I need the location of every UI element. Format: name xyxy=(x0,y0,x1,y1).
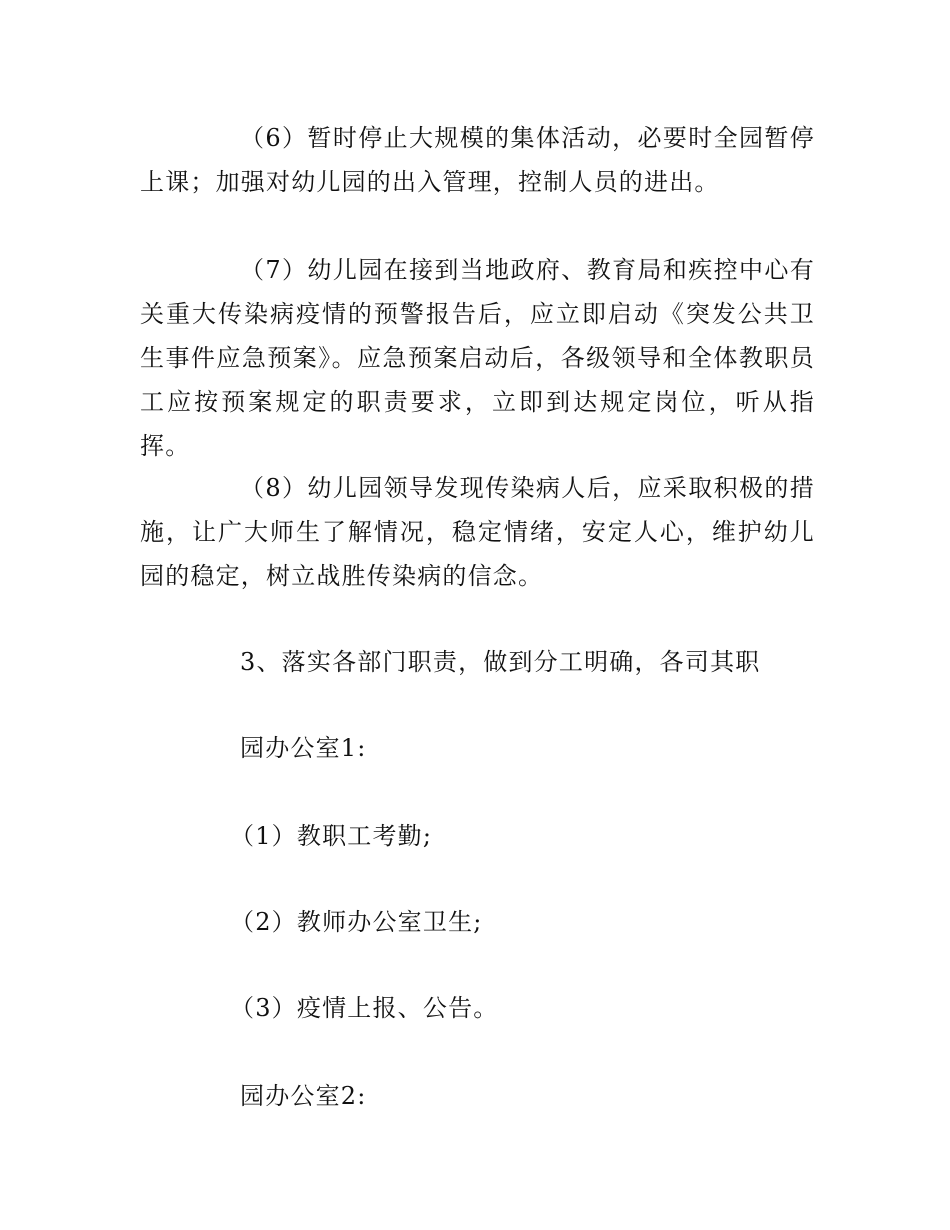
office-1-item-1: （1）教职工考勤; xyxy=(230,822,433,850)
office-1-title: 园办公室1: xyxy=(240,734,367,762)
office-1-item-2: （2）教师办公室卫生; xyxy=(230,908,483,936)
office-1-item-3: （3）疫情上报、公告。 xyxy=(230,994,499,1022)
paragraph-7: （7）幼儿园在接到当地政府、教育局和疾控中心有关重大传染病疫情的预警报告后，应立即启动《突发公共卫生事件应急预案》。应急预案启动后，各级领导和全体教职员工应按预案规定的职责要求，立即到达规定岗位，听从指挥。 xyxy=(140,256,815,460)
section-3-heading: 3、落实各部门职责，做到分工明确，各司其职 xyxy=(240,648,761,676)
paragraph-8: （8）幼儿园领导发现传染病人后，应采取积极的措施，让广大师生了解情况，稳定情绪，安定人心，维护幼儿园的稳定，树立战胜传染病的信念。 xyxy=(140,474,815,590)
office-2-title: 园办公室2: xyxy=(240,1082,367,1110)
paragraph-6: （6）暂时停止大规模的集体活动，必要时全园暂停上课；加强对幼儿园的出入管理，控制人员的进出。 xyxy=(140,124,815,196)
